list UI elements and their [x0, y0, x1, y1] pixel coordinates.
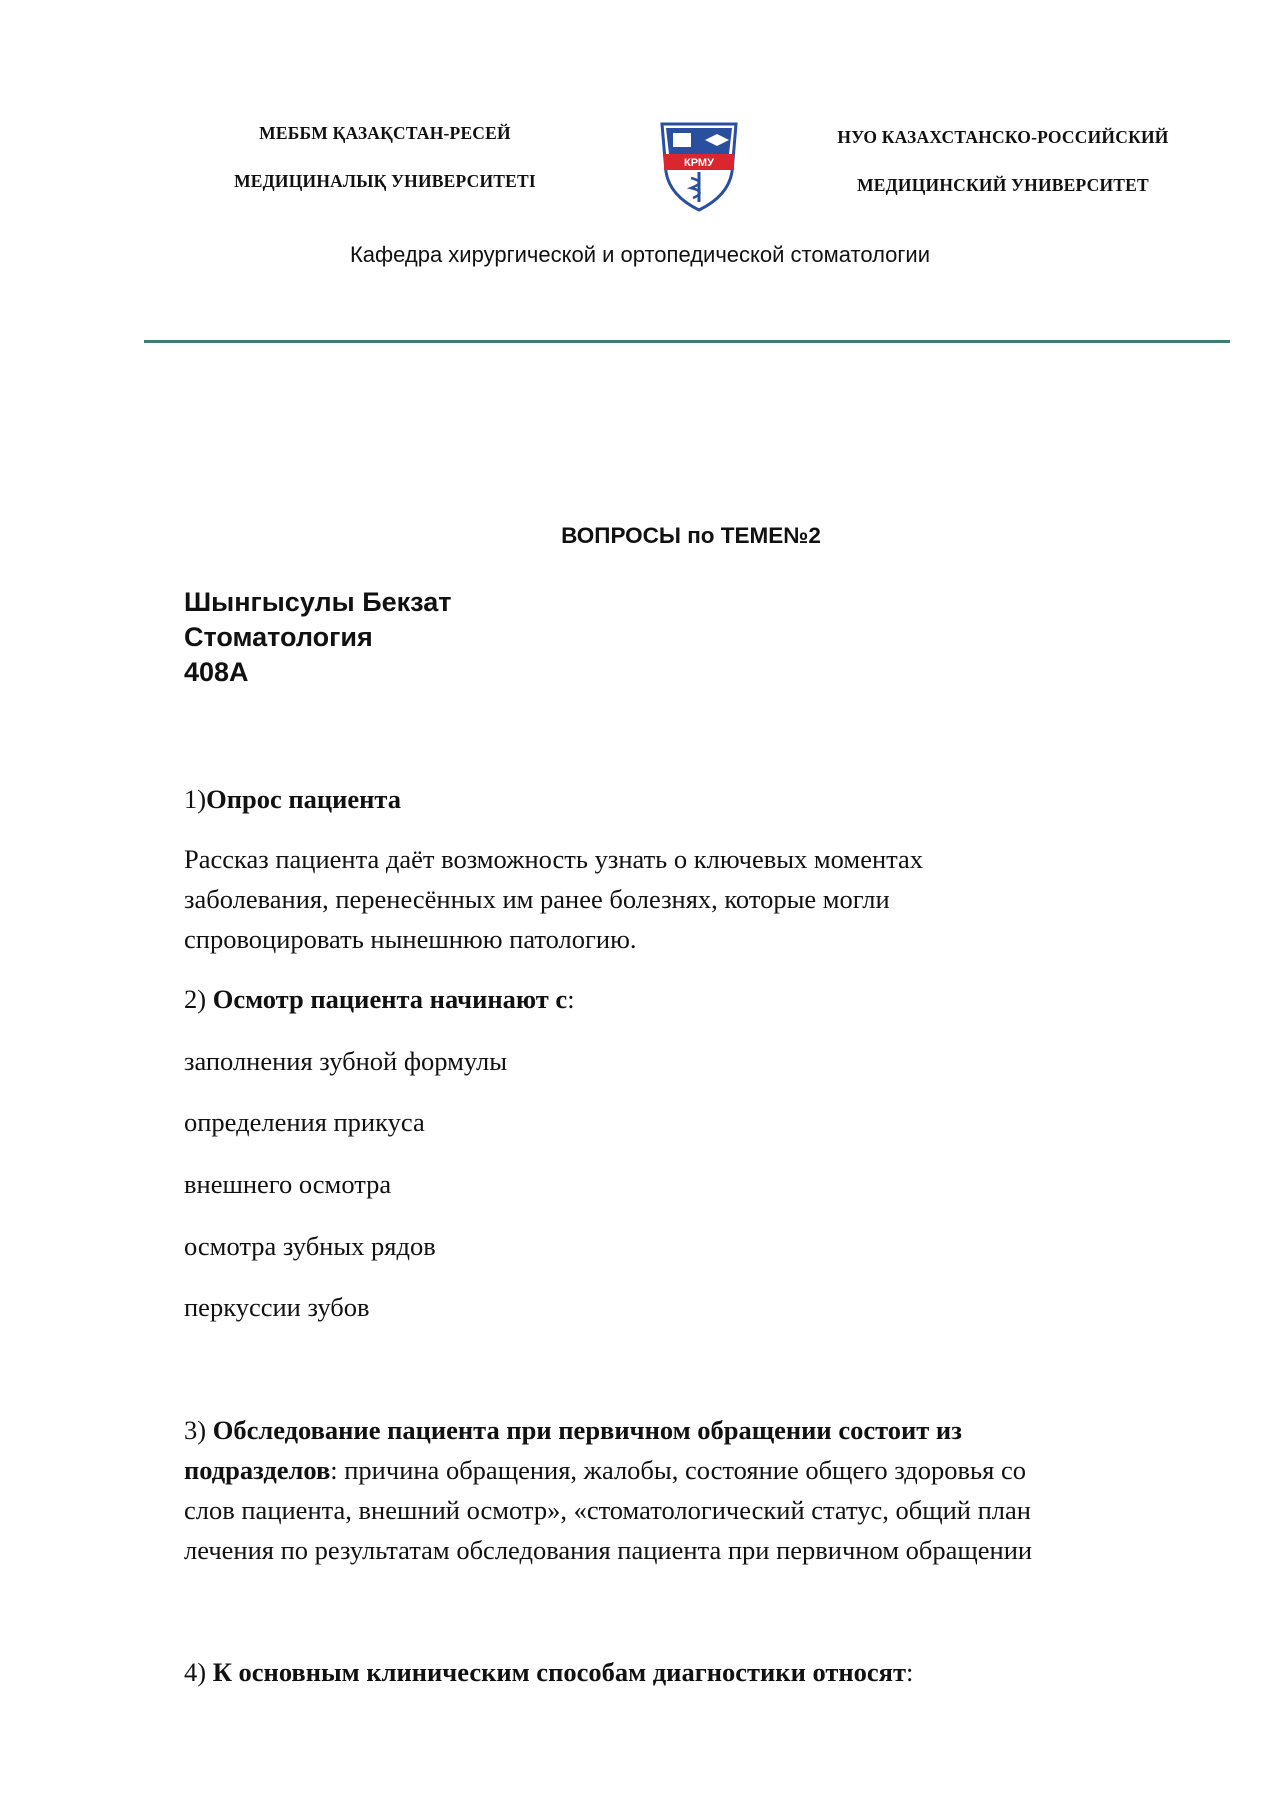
- document-title: ВОПРОСЫ по ТЕМЕ№2: [561, 523, 821, 548]
- header-right-org: [798, 126, 1208, 222]
- department-title: Кафедра хирургической и ортопедической стоматологии: [349, 242, 930, 267]
- question-1-number: 1): [184, 784, 207, 814]
- answer-line: лечения по результатам обследования пациента при первичном обращении: [184, 1535, 1033, 1565]
- question-2-heading: [184, 979, 1184, 1019]
- student-name: Шынгысулы Бекзат: [184, 587, 452, 617]
- header-left-line2: МЕДИЦИНАЛЫҚ УНИВЕРСИТЕТІ: [234, 171, 536, 191]
- question-3-title-cont: подразделов: [184, 1455, 331, 1485]
- answer-line: слов пациента, внешний осмотр», «стоматологический статус, общий план: [184, 1495, 1031, 1525]
- answer-line: : причина обращения, жалобы, состояние общего здоровья со: [330, 1455, 1026, 1485]
- list-item: осмотра зубных рядов: [184, 1231, 436, 1261]
- answer-line: спровоцировать нынешнюю патологию.: [184, 924, 637, 954]
- student-info: [184, 585, 451, 690]
- question-4-number: 4): [184, 1657, 213, 1687]
- answer-line: Рассказ пациента даёт возможность узнать о ключевых моментах: [184, 844, 924, 874]
- question-1-heading: [184, 779, 1184, 819]
- question-4-title: К основным клиническим способам диагностики относят: [212, 1657, 907, 1687]
- question-1-answer: [184, 839, 1184, 959]
- university-logo: [658, 120, 740, 212]
- header-divider: [144, 340, 1230, 343]
- question-2-title: Осмотр пациента начинают с: [212, 984, 568, 1014]
- header-left-line1: МЕББМ ҚАЗАҚСТАН-РЕСЕЙ: [259, 123, 511, 143]
- header-right-line2: МЕДИЦИНСКИЙ УНИВЕРСИТЕТ: [857, 175, 1149, 195]
- list-item: определения прикуса: [184, 1107, 425, 1137]
- question-1-title: Опрос пациента: [206, 784, 402, 814]
- logo-text: КРМУ: [684, 157, 714, 169]
- list-item: перкуссии зубов: [184, 1292, 370, 1322]
- list-item: внешнего осмотра: [184, 1169, 392, 1199]
- answer-line: заболевания, перенесённых им ранее болезнях, которые могли: [184, 884, 890, 914]
- question-4-colon: :: [906, 1657, 914, 1687]
- list-item: заполнения зубной формулы: [184, 1046, 507, 1076]
- question-3: [184, 1410, 1224, 1570]
- question-4-heading: [184, 1652, 1224, 1692]
- header-right-line1: НУО КАЗАХСТАНСКО-РОССИЙСКИЙ: [837, 127, 1169, 147]
- header-left-org: [200, 122, 570, 218]
- student-specialty: Стоматология: [184, 622, 373, 652]
- question-3-number: 3): [184, 1415, 213, 1445]
- question-2-colon: :: [567, 984, 575, 1014]
- student-group: 408А: [184, 657, 249, 687]
- question-2-number: 2): [184, 984, 213, 1014]
- question-3-title: Обследование пациента при первичном обращении состоит из: [212, 1415, 962, 1445]
